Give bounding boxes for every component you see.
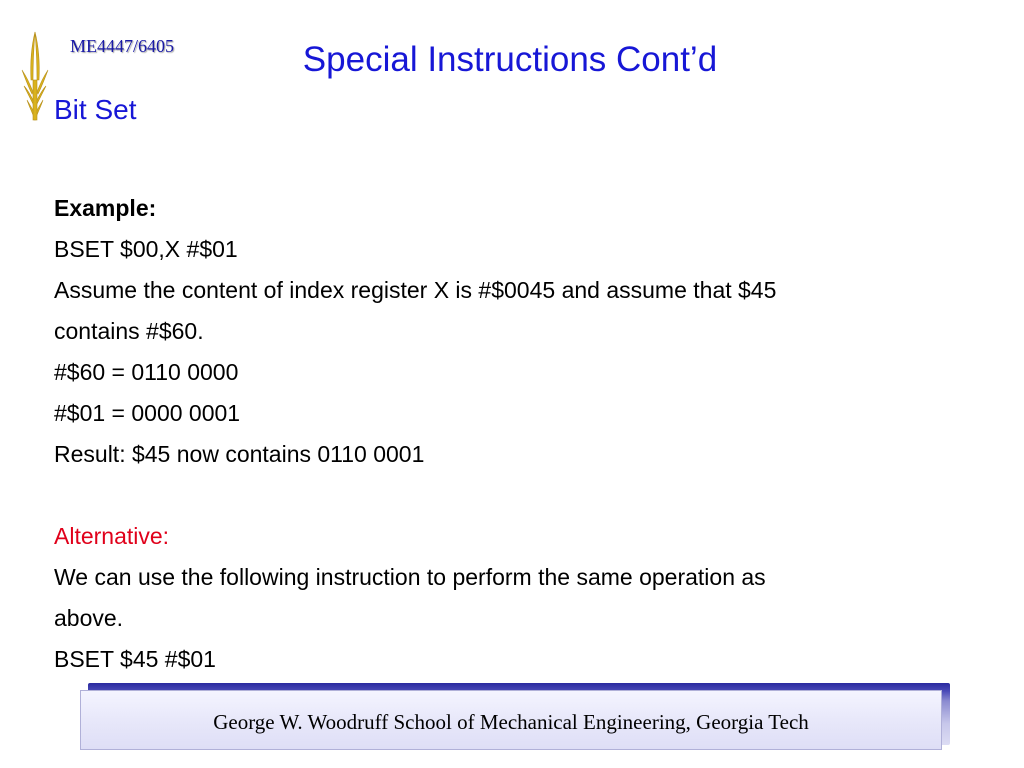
paragraph-spacer <box>54 475 974 516</box>
example-line: Assume the content of index register X is #$0045 and assume that $45 <box>54 277 777 303</box>
alternative-line: We can use the following instruction to perform the same operation as <box>54 564 766 590</box>
alternative-heading: Alternative: <box>54 523 170 549</box>
alternative-line: BSET $45 #$01 <box>54 646 216 672</box>
footer-text: George W. Woodruff School of Mechanical Engineering, Georgia Tech <box>213 710 809 734</box>
alternative-line: above. <box>54 605 124 631</box>
slide-body <box>54 188 974 680</box>
example-line: BSET $00,X #$01 <box>54 236 238 262</box>
example-line: contains #$60. <box>54 318 204 344</box>
example-line: #$60 = 0110 0000 <box>54 359 239 385</box>
slide-title: Special Instructions Cont’d <box>302 40 718 79</box>
example-heading: Example: <box>54 195 157 221</box>
example-line: Result: $45 now contains 0110 0001 <box>54 441 425 467</box>
slide-subtitle: Bit Set <box>54 94 137 125</box>
example-line: #$01 = 0000 0001 <box>54 400 241 426</box>
footer-banner <box>80 690 942 750</box>
course-code: ME4447/6405 <box>70 36 175 56</box>
georgia-tech-flame-logo-icon <box>18 30 52 128</box>
